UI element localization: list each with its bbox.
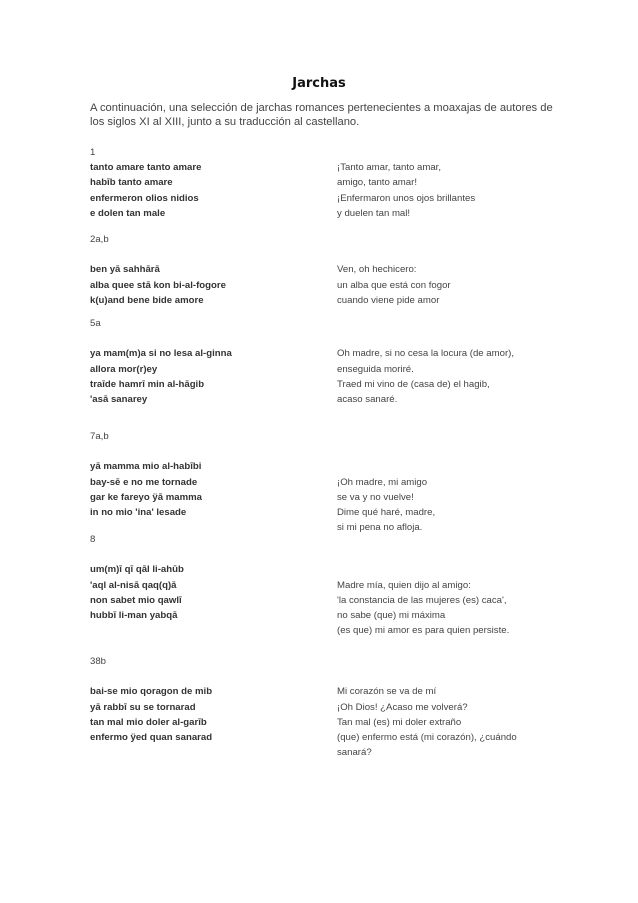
poem-block-5a bbox=[90, 316, 560, 407]
poem-block-8 bbox=[90, 532, 560, 639]
translation-line: se va y no vuelve! bbox=[337, 491, 414, 503]
original-line: ya mam(m)a si no lesa al-ginna bbox=[90, 348, 232, 360]
verse-row bbox=[90, 475, 560, 490]
translation-line: Ven, oh hechicero: bbox=[337, 264, 417, 276]
translation-line: Mi corazón se va de mí bbox=[337, 686, 437, 698]
poem-number: 8 bbox=[90, 534, 96, 545]
verse-row bbox=[90, 160, 560, 175]
verse-row bbox=[90, 490, 560, 505]
translation-line: (es que) mi amor es para quien persiste. bbox=[337, 625, 510, 637]
poem-block-7ab bbox=[90, 429, 560, 536]
translation-line: ¡Oh Dios! ¿Acaso me volverá? bbox=[337, 701, 468, 713]
poem-number: 5a bbox=[90, 318, 101, 329]
verse-row bbox=[90, 247, 560, 262]
verse-row bbox=[90, 684, 560, 699]
original-line: gar ke fareyo ÿā mamma bbox=[90, 491, 202, 503]
original-line: um(m)ī qī qāl li-ahūb bbox=[90, 564, 184, 576]
poem-block-2ab bbox=[90, 232, 560, 308]
verse-row bbox=[90, 293, 560, 308]
translation-line: y duelen tan mal! bbox=[337, 207, 411, 219]
poem-number: 38b bbox=[90, 656, 107, 667]
original-line: alba quee stā kon bi-al-fogore bbox=[90, 279, 226, 291]
translation-line: Tan mal (es) mi doler extraño bbox=[337, 716, 462, 728]
translation-line: 'la constancia de las mujeres (es) caca', bbox=[337, 594, 507, 606]
verse-row bbox=[90, 459, 560, 474]
verse-row bbox=[90, 331, 560, 346]
original-line: bay-sē e no me tornade bbox=[90, 476, 198, 488]
verse-row bbox=[90, 700, 560, 715]
translation-line: sanará? bbox=[337, 747, 372, 759]
original-line: ben yā sahhārā bbox=[90, 264, 160, 276]
translation-line: cuando viene pide amor bbox=[337, 294, 440, 306]
original-line: enfermo ÿed quan sanarad bbox=[90, 732, 213, 744]
verse-row bbox=[90, 346, 560, 361]
original-line: habīb tanto amare bbox=[90, 177, 173, 189]
document-title: Jarchas bbox=[292, 76, 346, 91]
verse-row bbox=[90, 745, 560, 760]
translation-line: si mi pena no afloja. bbox=[337, 522, 423, 534]
verse-row bbox=[90, 505, 560, 520]
verse-row bbox=[90, 547, 560, 562]
translation-line: no sabe (que) mi máxima bbox=[337, 610, 446, 622]
poem-number: 7a,b bbox=[90, 431, 109, 442]
verse-row bbox=[90, 175, 560, 190]
verse-row bbox=[90, 578, 560, 593]
translation-line: ¡Enfermaron unos ojos brillantes bbox=[337, 192, 476, 204]
translation-line: Madre mía, quien dijo al amigo: bbox=[337, 579, 471, 591]
original-line: e dolen tan male bbox=[90, 207, 166, 219]
translation-line: Traed mi vino de (casa de) el hagib, bbox=[337, 378, 490, 390]
poem-block-1 bbox=[90, 145, 560, 221]
original-line: hubbī li-man yabqā bbox=[90, 610, 178, 622]
verse-row bbox=[90, 715, 560, 730]
original-line: bai-se mio qoragon de mib bbox=[90, 686, 213, 698]
translation-line: un alba que está con fogor bbox=[337, 279, 451, 291]
intro-paragraph: A continuación, una selección de jarchas romances pertenecientes a moaxajas de autores de los siglos XI al XIII, junto a su traducción al castellano. bbox=[90, 102, 553, 128]
original-line: traīde hamrī min al-hāgib bbox=[90, 378, 205, 390]
original-line: yā mamma mio al-habībi bbox=[90, 461, 202, 473]
original-line: non sabet mio qawlī bbox=[90, 594, 182, 606]
verse-row bbox=[90, 562, 560, 577]
original-line: allora mor(r)ey bbox=[90, 363, 158, 375]
verse-row bbox=[90, 444, 560, 459]
poem-number: 2a,b bbox=[90, 234, 109, 245]
verse-row bbox=[90, 669, 560, 684]
verse-row bbox=[90, 206, 560, 221]
original-line: k(u)and bene bide amore bbox=[90, 294, 204, 306]
original-line: enfermeron olios nidios bbox=[90, 192, 199, 204]
translation-line: ¡Oh madre, mi amigo bbox=[337, 476, 428, 488]
original-line: tanto amare tanto amare bbox=[90, 162, 202, 173]
verse-row bbox=[90, 262, 560, 277]
verse-row bbox=[90, 278, 560, 293]
translation-line: Oh madre, si no cesa la locura (de amor), bbox=[337, 348, 515, 360]
verse-row bbox=[90, 392, 560, 407]
translation-line: ¡Tanto amar, tanto amar, bbox=[337, 162, 441, 173]
translation-line: (que) enfermo está (mi corazón), ¿cuándo bbox=[337, 732, 517, 744]
poem-number: 1 bbox=[90, 147, 96, 158]
verse-row bbox=[90, 608, 560, 623]
translation-line: enseguida moriré. bbox=[337, 363, 414, 375]
verse-row bbox=[90, 377, 560, 392]
verse-row bbox=[90, 730, 560, 745]
original-line: yā rabbī su se tornarad bbox=[90, 701, 196, 713]
translation-line: acaso sanaré. bbox=[337, 394, 398, 406]
verse-row bbox=[90, 191, 560, 206]
original-line: tan mal mio doler al-garīb bbox=[90, 716, 207, 728]
verse-row bbox=[90, 593, 560, 608]
translation-line: amigo, tanto amar! bbox=[337, 177, 417, 189]
original-line: in no mio 'ina' lesade bbox=[90, 507, 187, 519]
original-line: 'aql al-nisā qaq(q)ā bbox=[90, 579, 177, 591]
translation-line: Dime qué haré, madre, bbox=[337, 507, 436, 519]
verse-row bbox=[90, 623, 560, 638]
verse-row bbox=[90, 362, 560, 377]
original-line: 'asā sanarey bbox=[90, 394, 148, 406]
poem-block-38b bbox=[90, 654, 560, 761]
